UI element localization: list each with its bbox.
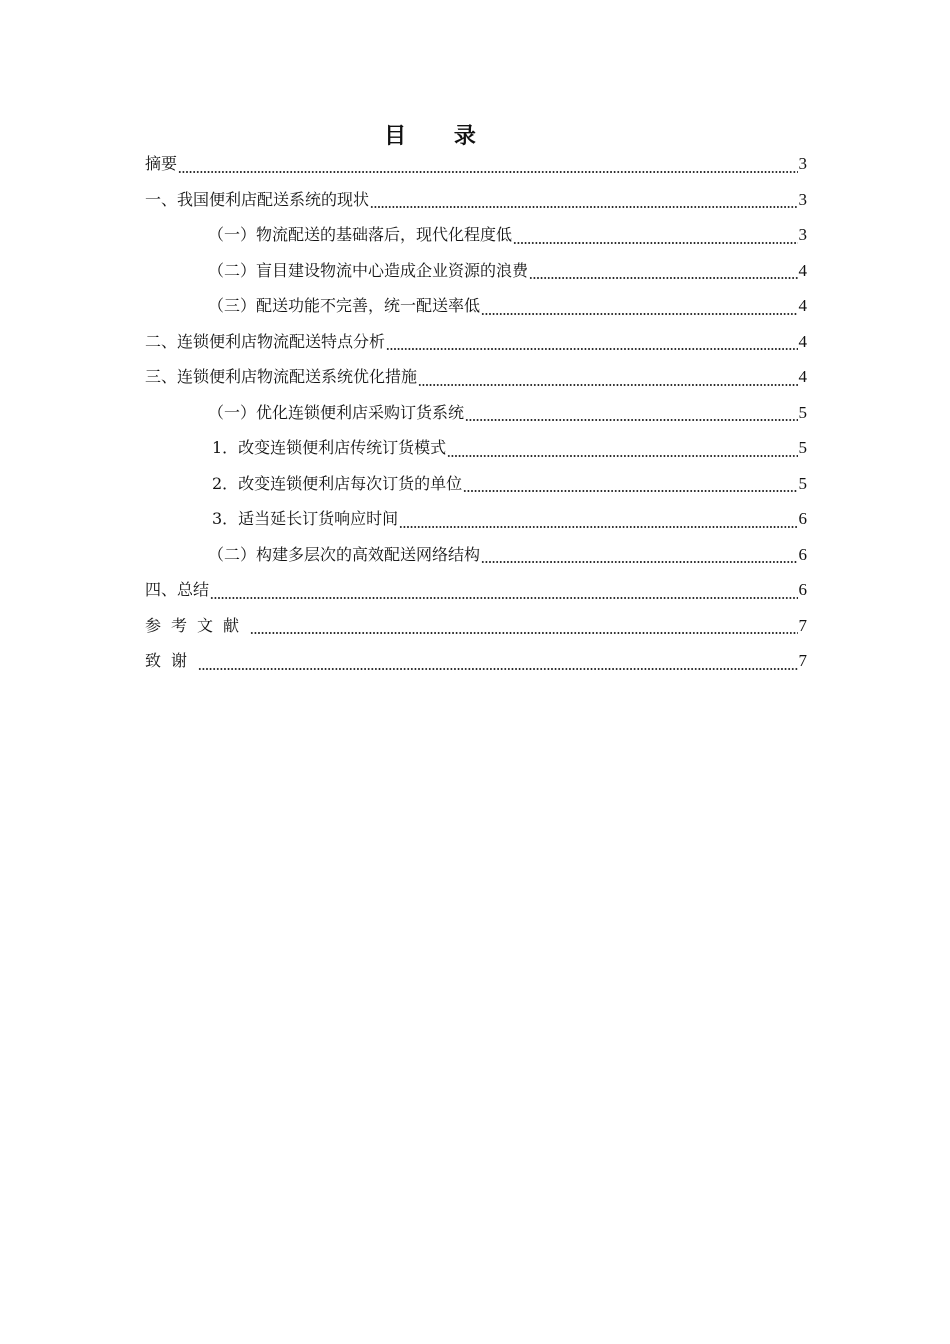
toc-entry[interactable] (145, 146, 807, 182)
dot-leader (463, 490, 797, 492)
toc-list (145, 146, 807, 679)
toc-title: 目 录 (384, 123, 496, 149)
toc-entry[interactable] (145, 253, 807, 289)
dot-leader (386, 348, 797, 350)
toc-entry-text: 3．适当延长订货响应时间 (212, 509, 399, 528)
toc-entry[interactable] (145, 395, 807, 431)
toc-entry[interactable] (145, 359, 807, 395)
toc-entry[interactable] (145, 324, 807, 360)
toc-page-number: 5 (798, 438, 807, 457)
dot-leader (418, 384, 797, 386)
toc-entry-text: 四、总结 (145, 580, 210, 599)
dot-leader (447, 455, 797, 457)
toc-entry-text: 三、连锁便利店物流配送系统优化措施 (145, 367, 418, 386)
dot-leader (481, 561, 797, 563)
toc-entry-text: 2．改变连锁便利店每次订货的单位 (212, 473, 463, 493)
dot-leader (198, 668, 797, 670)
dot-leader (178, 171, 797, 173)
toc-page-number: 6 (798, 544, 807, 564)
toc-page-number: 5 (798, 473, 807, 493)
toc-entry-text: （一）物流配送的基础落后，现代化程度低 (208, 225, 513, 244)
toc-page-number: 7 (798, 615, 807, 635)
toc-entry[interactable] (145, 608, 807, 644)
toc-entry[interactable] (145, 537, 807, 573)
toc-entry[interactable] (145, 217, 807, 253)
dot-leader (399, 526, 797, 528)
toc-entry-text: （二）盲目建设物流中心造成企业资源的浪费 (208, 260, 529, 280)
toc-page-number: 4 (798, 367, 807, 386)
dot-leader (481, 313, 797, 315)
toc-page-number: 6 (798, 509, 807, 528)
toc-entry-text: （三）配送功能不完善，统一配送率低 (208, 296, 481, 315)
toc-entry-text: 1．改变连锁便利店传统订货模式 (212, 438, 447, 457)
toc-page-number: 7 (798, 651, 807, 670)
toc-entry-text: （一）优化连锁便利店采购订货系统 (208, 402, 465, 422)
toc-page-number: 4 (798, 260, 807, 280)
toc-page-number: 3 (798, 154, 807, 173)
toc-page-number: 4 (798, 331, 807, 351)
toc-page-number: 6 (798, 580, 807, 599)
dot-leader (465, 419, 797, 421)
toc-entry-text: 摘要 (145, 154, 178, 173)
dot-leader (250, 632, 797, 634)
toc-entry[interactable] (145, 466, 807, 502)
toc-entry[interactable] (145, 288, 807, 324)
dot-leader (529, 277, 797, 279)
toc-entry[interactable] (145, 430, 807, 466)
toc-entry[interactable] (145, 572, 807, 608)
toc-page-number: 3 (798, 225, 807, 244)
dot-leader (513, 242, 797, 244)
dot-leader (210, 597, 797, 599)
dot-leader (370, 206, 797, 208)
toc-entry-text: 一、我国便利店配送系统的现状 (145, 189, 370, 209)
toc-entry-text: 致谢 (145, 651, 198, 670)
toc-entry-text: 二、连锁便利店物流配送特点分析 (145, 331, 386, 351)
toc-page-number: 5 (798, 402, 807, 422)
toc-page-number: 3 (798, 189, 807, 209)
toc-entry-text: （二）构建多层次的高效配送网络结构 (208, 544, 481, 564)
toc-entry[interactable] (145, 182, 807, 218)
toc-entry[interactable] (145, 501, 807, 537)
toc-page-number: 4 (798, 296, 807, 315)
toc-entry-text: 参考文献 (145, 615, 250, 635)
toc-entry[interactable] (145, 643, 807, 679)
